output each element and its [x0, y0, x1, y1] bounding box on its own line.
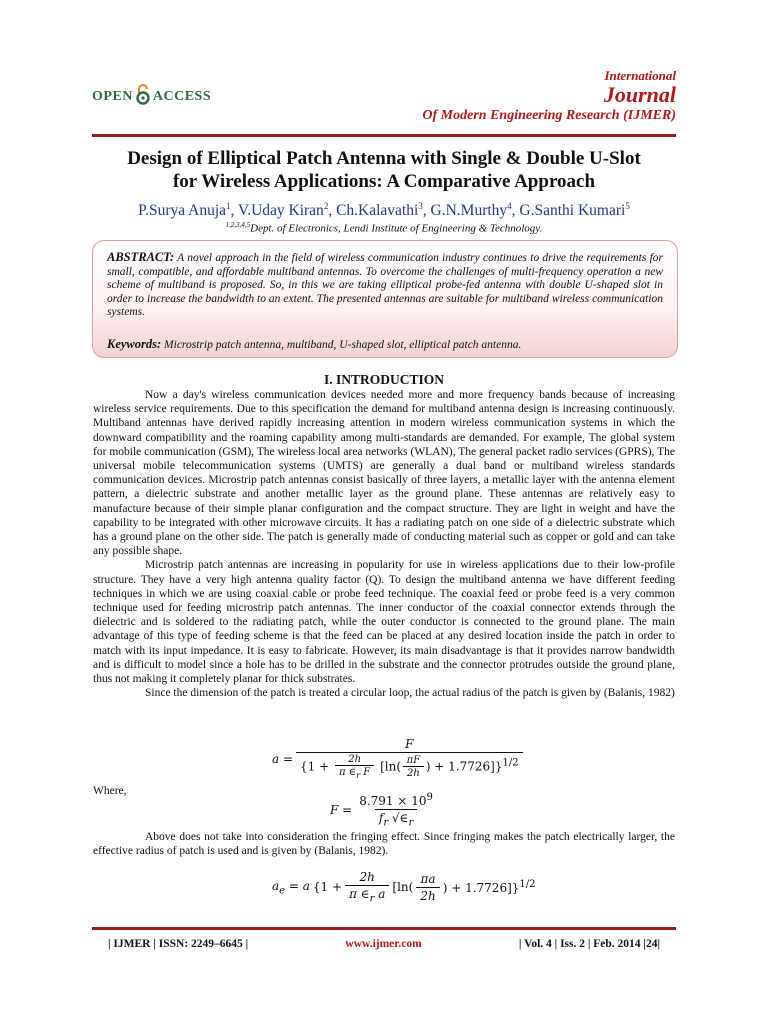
paragraph: Microstrip patch antennas are increasing in popularity for use in wireless applications due to their low-profile structure. They have a very high antenna quality factor (Q). To design the multiband antenna we have different feeding techniques in which we are using coaxial cable or probe feed technique. The coaxial feed or probe feed is a very common technique used for feeding microstrip patch antennas. The inner conductor of the coaxial connector extends through the dielectric and is soldered to the radiating patch, while the outer conductor is connected to the ground plane. The main advantage of this type of feeding scheme is that the feed can be placed at any desired location inside the patch in order to match with its input impedance. It is easy to fabricate. However, its main disadvantage is that it provides narrow bandwidth and is difficult to model since a hole has to be drilled in the substrate and the connector protrudes outside the ground plane, thus not making it completely planar for thick substrates.	[93, 559, 675, 686]
author-name: P.Surya Anuja	[138, 202, 227, 220]
abstract-box	[92, 240, 678, 358]
page-footer	[108, 938, 660, 950]
author-name: V.Uday Kiran	[238, 202, 324, 220]
journal-word: Journal	[603, 82, 676, 107]
journal-name-block	[422, 68, 676, 124]
keywords-text: Microstrip patch antenna, multiband, U-shaped slot, elliptical patch antenna.	[164, 338, 522, 351]
title-line-2: for Wireless Applications: A Comparative Approach	[172, 171, 596, 192]
paper-title	[70, 147, 698, 193]
abstract-paragraph	[107, 251, 663, 320]
abstract-label: ABSTRACT:	[107, 250, 175, 264]
keywords-label: Keywords:	[107, 336, 162, 351]
open-access-logo	[92, 86, 211, 108]
journal-subtitle: Of Modern Engineering Research (IJMER)	[422, 108, 676, 123]
affiliation-sup: 1,2,3,4,5	[225, 221, 251, 229]
body-block-2	[93, 830, 675, 858]
paragraph: Above does not take into consideration the fringing effect. Since fringing makes the patch electrically larger, the effective radius of patch is used and is given by (Balanis, 1982).	[93, 831, 675, 858]
title-line-1: Design of Elliptical Patch Antenna with Single & Double U-Slot	[127, 148, 641, 169]
author-sup: 1	[226, 201, 231, 211]
where-text: Where,	[93, 785, 127, 797]
abstract-text: A novel approach in the field of wireless communication industry continues to drive the requirements for small, compatible, and affordable multiband antennas. To overcome the challenges of multi-frequency operation a new scheme of multiband is proposed. So, in this we are taking elliptical probe-fed antenna with double U-shaped slot in order to increase the bandwidth to an extent. The presented antennas are suitable for multiband wireless communication systems.	[107, 252, 663, 318]
affiliation	[70, 221, 698, 235]
logo-access-text: ACCESS	[152, 89, 212, 104]
author-sup: 2	[323, 201, 329, 211]
paragraph: Since the dimension of the patch is treated a circular loop, the actual radius of the patch is given by (Balanis, 1982)	[145, 687, 675, 700]
equation-radius: a = F {1 + $\frac{2h}{\pi \in_r F}$ [ln( $\frac{\pi F}{2h}$ ) + 1.7726]}$^{1/2}$	[272, 737, 526, 780]
author-name: Ch.Kalavathi	[336, 202, 419, 220]
keywords-line	[107, 338, 663, 353]
logo-open-text: OPEN	[92, 89, 133, 104]
body-block-1	[93, 388, 675, 700]
journal-international: International	[604, 68, 676, 83]
author-sup: 5	[625, 201, 630, 211]
author-sup: 3	[418, 201, 423, 211]
equation-f: F = $\frac{8.791 \times 10^9}{f_r √\in_r}$	[330, 792, 433, 829]
affiliation-text: Dept. of Electronics, Lendi Institute of Engineering & Technology.	[250, 222, 543, 235]
open-lock-icon	[135, 83, 151, 105]
footer-issn: | IJMER | ISSN: 2249–6645 |	[108, 938, 249, 950]
author-sup: 4	[507, 201, 512, 211]
header-divider	[92, 134, 676, 137]
author-name: G.N.Murthy	[430, 202, 508, 220]
footer-url-link[interactable]: www.ijmer.com	[345, 938, 422, 950]
author-list: P.Surya Anuja$^1$, V.Uday Kiran$^2$, Ch.Kalavathi$^3$, G.N.Murthy$^4$, G.Santhi Kumari$^5$	[138, 201, 630, 220]
section-heading: I. INTRODUCTION	[323, 372, 445, 387]
author-name: G.Santhi Kumari	[519, 202, 626, 220]
footer-volume: | Vol. 4 | Iss. 2 | Feb. 2014 |24|	[518, 938, 660, 950]
paragraph: Now a day's wireless communication devices needed more and more frequency bands because of increasing wireless service requirements. Due to this specification the demand for multiband antenna design is increasing continuously. Multiband antennas have derived rapidly increasing attention in modern wireless communication systems in which the downward compatibility and the roaming capability among multi-standards are demanded. For example, The global system for mobile communication (GSM), The wireless local area networks (WLAN), The general packet radio services (GPRS), The universal mobile telecommunication systems (UMTS) are generally a dual band or multiband wireless standards communication devices. Microstrip patch antennas consist basically of three layers, a metallic layer with the antenna element pattern, a dielectric substrate and another metallic layer as the ground plane. These antennas are relatively easy to manufacture because of their simple planar configuration and the compact structure. They are light in weight and have the capability to be integrated with other microwave circuits. It has a radiating patch on one side of a dielectric substrate which has a ground plane on the other side. The patch is generally made of conducting material such as copper or gold and can take any possible shape.	[93, 389, 675, 558]
equation-effective-radius: $a_e = a$ {1 + $\frac{2h}{\pi \in_r a}$ [ln( $\frac{\pi a}{2h}$ ) + 1.7726]}$^{1/2}$	[272, 870, 536, 905]
footer-divider	[92, 927, 676, 930]
